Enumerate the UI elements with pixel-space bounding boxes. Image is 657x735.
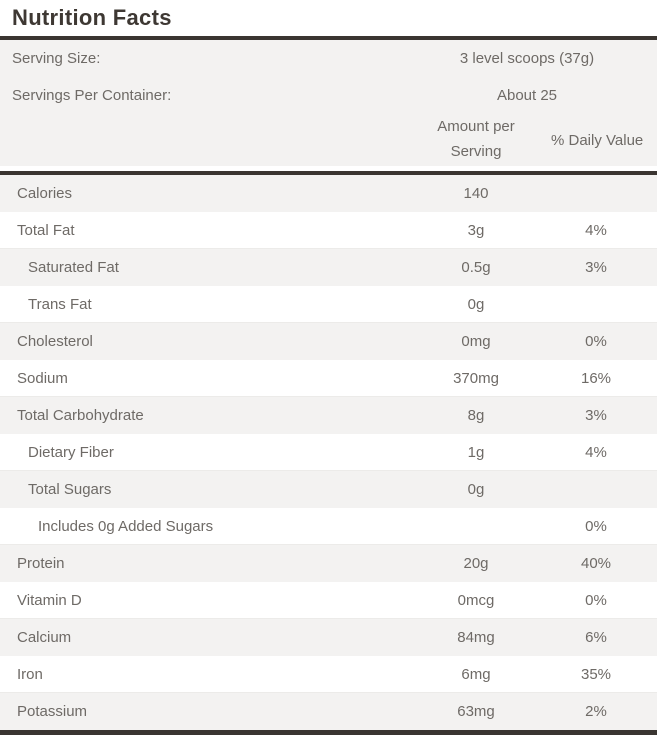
nutrient-name: Includes 0g Added Sugars <box>38 517 214 535</box>
title-bar <box>0 0 657 36</box>
nutrient-name: Iron <box>17 665 43 683</box>
amount-value: 0g <box>467 295 485 313</box>
amount-header-line1: Amount per <box>437 118 515 136</box>
nutrient-name: Total Fat <box>17 221 75 239</box>
nutrient-name: Calories <box>17 185 73 202</box>
nutrient-row-vitamin-d <box>0 582 657 619</box>
nutrient-name: Trans Fat <box>28 295 92 313</box>
nutrient-row-trans-fat <box>0 286 657 323</box>
amount-value: 8g <box>467 407 485 424</box>
nutrient-name: Vitamin D <box>17 591 82 609</box>
serving-size-label: Serving Size: <box>12 50 101 67</box>
daily-value: 16% <box>580 369 612 387</box>
amount-value: 84mg <box>457 629 495 646</box>
nutrient-row-saturated-fat <box>0 249 657 286</box>
daily-value: 35% <box>580 665 612 683</box>
servings-per-container-row <box>0 77 657 114</box>
serving-size-row <box>0 40 657 77</box>
nutrient-row-potassium <box>0 693 657 730</box>
daily-value: 0% <box>585 517 607 535</box>
amount-per-serving-header <box>401 115 551 165</box>
nutrient-row-sodium <box>0 360 657 397</box>
nutrient-row-includes-0g-added-sugars <box>0 508 657 545</box>
daily-value: 0% <box>585 591 607 609</box>
nutrient-name: Cholesterol <box>17 333 93 350</box>
nutrient-name: Calcium <box>17 629 72 646</box>
nutrient-name: Total Carbohydrate <box>17 407 144 424</box>
servings-per-container-label: Servings Per Container: <box>12 87 172 104</box>
amount-value: 63mg <box>457 703 495 720</box>
amount-value: 0mcg <box>457 591 495 609</box>
daily-value: 4% <box>585 443 607 461</box>
nutrient-row-calcium <box>0 619 657 656</box>
amount-value: 140 <box>463 185 489 202</box>
serving-size-value: 3 level scoops (37g) <box>459 50 595 67</box>
nutrient-row-dietary-fiber <box>0 434 657 471</box>
amount-value: 0g <box>467 481 485 498</box>
amount-value: 370mg <box>453 369 499 387</box>
nutrient-row-calories <box>0 175 657 212</box>
amount-header-line2: Serving <box>450 143 502 160</box>
page-title: Nutrition Facts <box>12 5 172 30</box>
amount-value: 20g <box>463 555 489 572</box>
nutrient-row-total-sugars <box>0 471 657 508</box>
nutrient-name: Dietary Fiber <box>28 443 114 461</box>
nutrient-name: Potassium <box>17 703 88 720</box>
daily-value: 2% <box>585 703 607 720</box>
amount-value: 6mg <box>461 665 491 683</box>
daily-value: 3% <box>585 407 607 424</box>
daily-value: 3% <box>585 259 607 276</box>
amount-value: 1g <box>467 443 485 461</box>
nutrient-name: Protein <box>17 555 65 572</box>
nutrient-row-protein <box>0 545 657 582</box>
nutrient-row-iron <box>0 656 657 693</box>
daily-value: 4% <box>585 221 607 239</box>
nutrient-row-total-fat <box>0 212 657 249</box>
amount-value: 0mg <box>461 333 491 350</box>
nutrient-name: Saturated Fat <box>28 259 119 276</box>
daily-value: 0% <box>585 333 607 350</box>
nutrient-row-cholesterol <box>0 323 657 360</box>
amount-value: 3g <box>467 221 485 239</box>
daily-value: 40% <box>580 555 612 572</box>
column-headers-row <box>0 114 657 166</box>
amount-value: 0.5g <box>461 259 491 276</box>
daily-value: 6% <box>585 629 607 646</box>
nutrient-name: Sodium <box>17 369 68 387</box>
nutrient-row-total-carbohydrate <box>0 397 657 434</box>
bottom-bar <box>0 730 657 735</box>
servings-per-container-value: About 25 <box>496 87 558 104</box>
serving-info-section <box>0 40 657 166</box>
nutrition-table-body <box>0 175 657 730</box>
nutrient-name: Total Sugars <box>28 481 112 498</box>
daily-value-header: % Daily Value <box>551 131 644 149</box>
